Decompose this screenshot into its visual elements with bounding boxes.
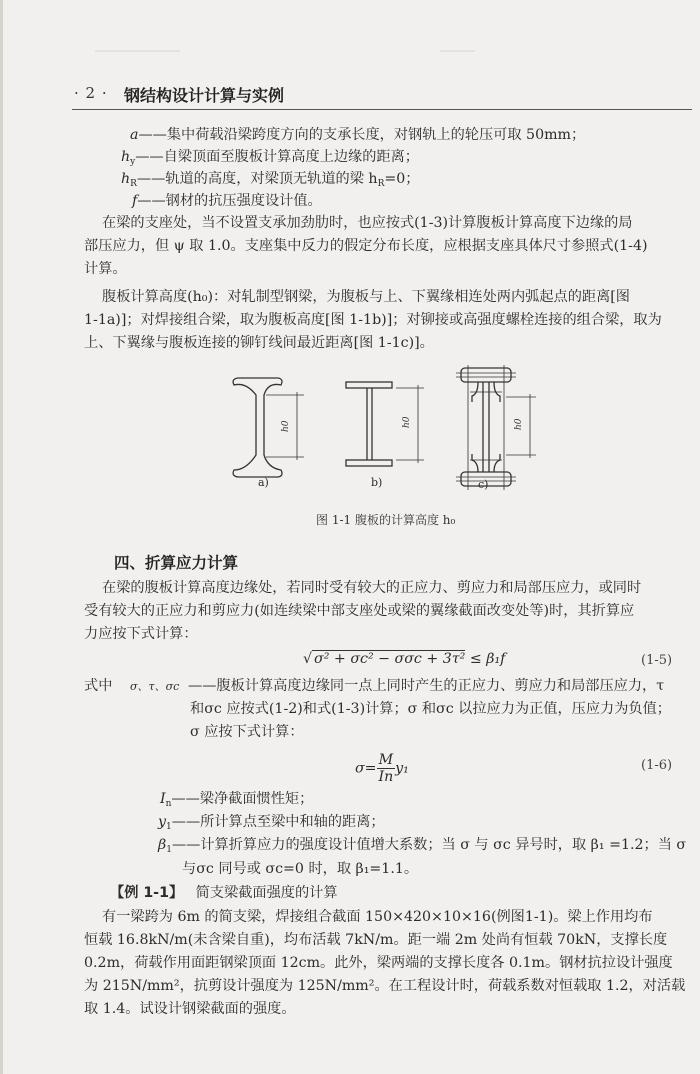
header-rule bbox=[72, 109, 692, 110]
example-label: 【例 1-1】 bbox=[110, 885, 184, 901]
i-beam-sections-diagram bbox=[226, 360, 566, 495]
figure-1-1 bbox=[226, 360, 566, 495]
example-line: 0.2m，荷载作用面距钢梁顶面 12cm。此外，梁两端的支撑长度各 0.1m。钢材抗拉设计强度 bbox=[84, 955, 673, 971]
section-heading: 四、折算应力计算 bbox=[114, 554, 239, 572]
book-title: 钢结构设计计算与实例 bbox=[124, 86, 285, 105]
example-line: 有一梁跨为 6m 的简支梁，焊接组合截面 150×420×10×16(例图1-1)。梁上作用均布 bbox=[102, 909, 653, 925]
definition-hr: $h_R——$轨道的高度，对梁顶无轨道的梁 $h_R=0$； bbox=[121, 171, 420, 189]
equation-1-5: √ σ² + σc² − σσc + 3τ² ≤ β₁f bbox=[303, 651, 506, 667]
svg-text:h0: h0 bbox=[514, 418, 524, 430]
where-line: σ 应按下式计算： bbox=[190, 724, 304, 740]
example-heading bbox=[110, 882, 338, 904]
bleed-through-mark bbox=[440, 50, 475, 52]
svg-text:h0: h0 bbox=[281, 420, 291, 432]
paragraph-line: 上、下翼缘与腹板连接的铆钉线间最近距离[图 1-1c)]。 bbox=[84, 335, 434, 351]
definition-continuation: 与σc 同号或 σc=0 时，取 β₁=1.1。 bbox=[182, 861, 419, 877]
figure-caption: 图 1-1 腹板的计算高度 h₀ bbox=[316, 513, 456, 527]
equation-number: (1-5) bbox=[641, 653, 673, 668]
definition-a: a——集中荷载沿梁跨度方向的支承长度，对钢轨上的轮压可取 50mm； bbox=[130, 127, 586, 143]
figure-label-c: c) bbox=[478, 478, 489, 491]
example-title: 简支梁截面强度的计算 bbox=[195, 885, 338, 901]
where-line: ——腹板计算高度边缘同一点上同时产生的正应力、剪应力和局部压应力，τ bbox=[188, 678, 665, 694]
paragraph-line: 在梁的腹板计算高度边缘处，若同时受有较大的正应力、剪应力和局部压应力，或同时 bbox=[102, 580, 642, 596]
svg-text:h0: h0 bbox=[402, 416, 412, 428]
page-number: · 2 · bbox=[74, 84, 108, 102]
figure-label-a: a) bbox=[258, 476, 269, 489]
page-edge bbox=[0, 0, 3, 1074]
paragraph-line: 1-1a)]；对焊接组合梁，取为腹板高度[图 1-1b)]；对铆接或高强度螺栓连接的组合梁，取为 bbox=[84, 312, 662, 328]
paragraph-line: 计算。 bbox=[84, 261, 127, 277]
paragraph-line: 力应按下式计算： bbox=[84, 626, 198, 642]
definition-f: f——钢材的抗压强度设计值。 bbox=[132, 193, 322, 209]
bleed-through-mark bbox=[95, 50, 180, 52]
figure-label-b: b) bbox=[371, 476, 383, 489]
definition-hy: $h_y——$自梁顶面至腹板计算高度上边缘的距离； bbox=[121, 149, 419, 167]
where-line: 和σc 应按式(1-2)和式(1-3)计算；σ 和σc 以拉应力为正值，压应力为负值； bbox=[190, 701, 671, 717]
where-label: 式中 bbox=[84, 678, 113, 694]
example-line: 恒载 16.8kN/m(未含梁自重)，均布活载 7kN/m。距一端 2m 处尚有恒载 70kN，支撑长度 bbox=[84, 932, 668, 948]
where-symbols: σ、τ、σc bbox=[130, 680, 180, 693]
paragraph-line: 受有较大的正应力和剪应力(如连续梁中部支座处或梁的翼缘截面改变处等)时，其折算应 bbox=[84, 603, 635, 619]
example-line: 取 1.4。试设计钢梁截面的强度。 bbox=[84, 1001, 296, 1017]
running-header bbox=[72, 84, 672, 106]
equation-number: (1-6) bbox=[641, 758, 673, 773]
definition-beta1: $\beta_1——$计算折算应力的强度设计值增大系数；当 σ 与 σc 异号时，取 β₁ =1.2；当 σ bbox=[158, 837, 687, 855]
paragraph-line: 在梁的支座处，当不设置支承加劲肋时，也应按式(1-3)计算腹板计算高度下边缘的局 bbox=[102, 215, 633, 231]
definition-in: $I_n——$梁净截面惯性矩； bbox=[160, 791, 314, 809]
equation-1-6: σ= $\frac{M}{In}$ y₁ bbox=[355, 752, 409, 785]
paragraph-line: 腹板计算高度(h₀)：对轧制型钢梁，为腹板与上、下翼缘相连处两内弧起点的距离[图 bbox=[102, 289, 630, 305]
example-line: 为 215N/mm²，抗剪设计强度为 125N/mm²。在工程设计时，荷载系数对恒载取 1.2，对活载 bbox=[84, 978, 686, 994]
paragraph-line: 部压应力，但 ψ 取 1.0。支座集中反力的假定分布长度，应根据支座具体尺寸参照式(1-4) bbox=[84, 238, 648, 254]
definition-y1: $y_1——$所计算点至梁中和轴的距离； bbox=[158, 814, 385, 832]
